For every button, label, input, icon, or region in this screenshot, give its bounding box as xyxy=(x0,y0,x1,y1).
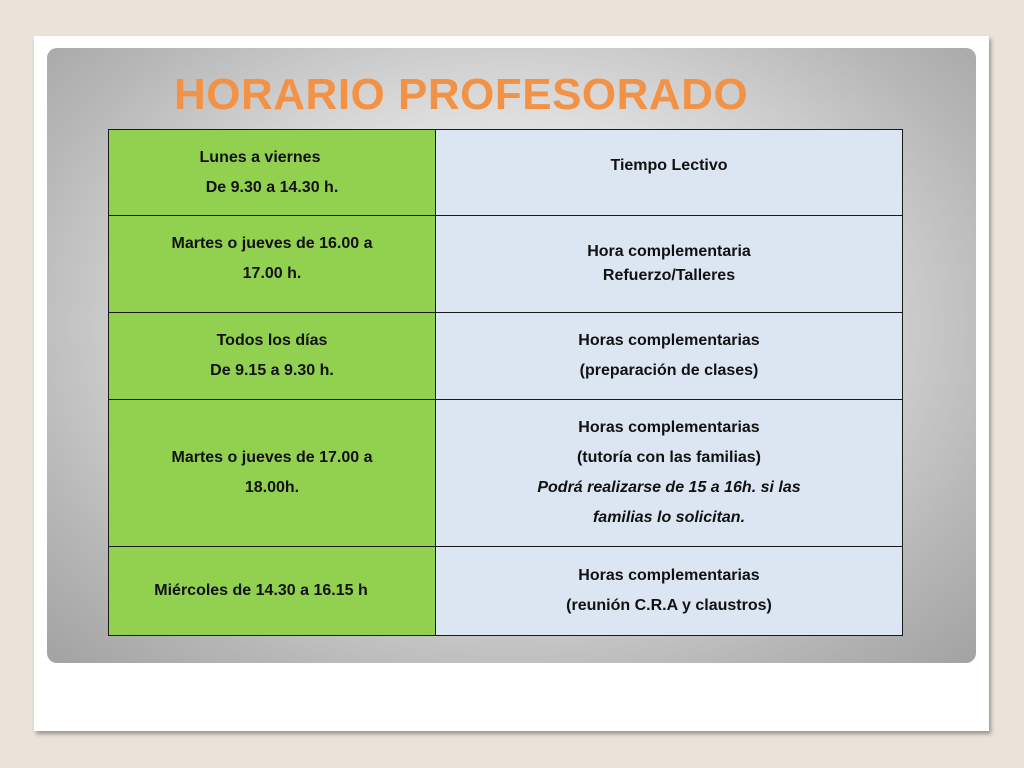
slide xyxy=(34,36,989,731)
table-row xyxy=(109,400,903,547)
table-row xyxy=(109,130,903,216)
time-text: Martes o jueves de 16.00 a xyxy=(171,235,373,252)
time-text: De 9.15 a 9.30 h. xyxy=(210,362,334,379)
page-title: HORARIO PROFESORADO xyxy=(174,70,749,119)
activity-text: Horas complementarias xyxy=(578,419,760,436)
time-text: 17.00 h. xyxy=(242,265,302,282)
activity-text: (reunión C.R.A y claustros) xyxy=(566,597,772,614)
schedule-time-cell xyxy=(109,400,436,547)
schedule-time-cell xyxy=(109,547,436,636)
time-text: 18.00h. xyxy=(244,479,300,496)
activity-note-text: Podrá realizarse de 15 a 16h. si las xyxy=(537,479,801,496)
activity-text: Hora complementaria xyxy=(587,243,751,260)
schedule-time-cell xyxy=(109,130,436,216)
schedule-time-cell xyxy=(109,216,436,313)
activity-text: (tutoría con las familias) xyxy=(576,449,762,466)
schedule-time-cell xyxy=(109,313,436,400)
time-text: De 9.30 a 14.30 h. xyxy=(205,178,339,196)
table-row xyxy=(109,313,903,400)
schedule-activity-cell xyxy=(436,313,903,400)
activity-text: Tiempo Lectivo xyxy=(610,156,728,174)
time-text: Todos los días xyxy=(216,332,328,349)
schedule-activity-cell xyxy=(436,400,903,547)
schedule-table xyxy=(108,129,903,636)
time-text: Lunes a viernes xyxy=(199,148,321,166)
table-row xyxy=(109,216,903,313)
activity-text: (preparación de clases) xyxy=(579,362,759,379)
schedule-activity-cell xyxy=(436,547,903,636)
activity-note-text: familias lo solicitan. xyxy=(592,509,746,526)
time-text: Martes o jueves de 17.00 a xyxy=(171,449,373,466)
activity-text: Refuerzo/Talleres xyxy=(602,267,736,284)
schedule-activity-cell xyxy=(436,130,903,216)
activity-text: Horas complementarias xyxy=(578,567,760,584)
schedule-activity-cell xyxy=(436,216,903,313)
time-text: Miércoles de 14.30 a 16.15 h xyxy=(154,582,368,599)
activity-text: Horas complementarias xyxy=(578,332,760,349)
table-row xyxy=(109,547,903,636)
